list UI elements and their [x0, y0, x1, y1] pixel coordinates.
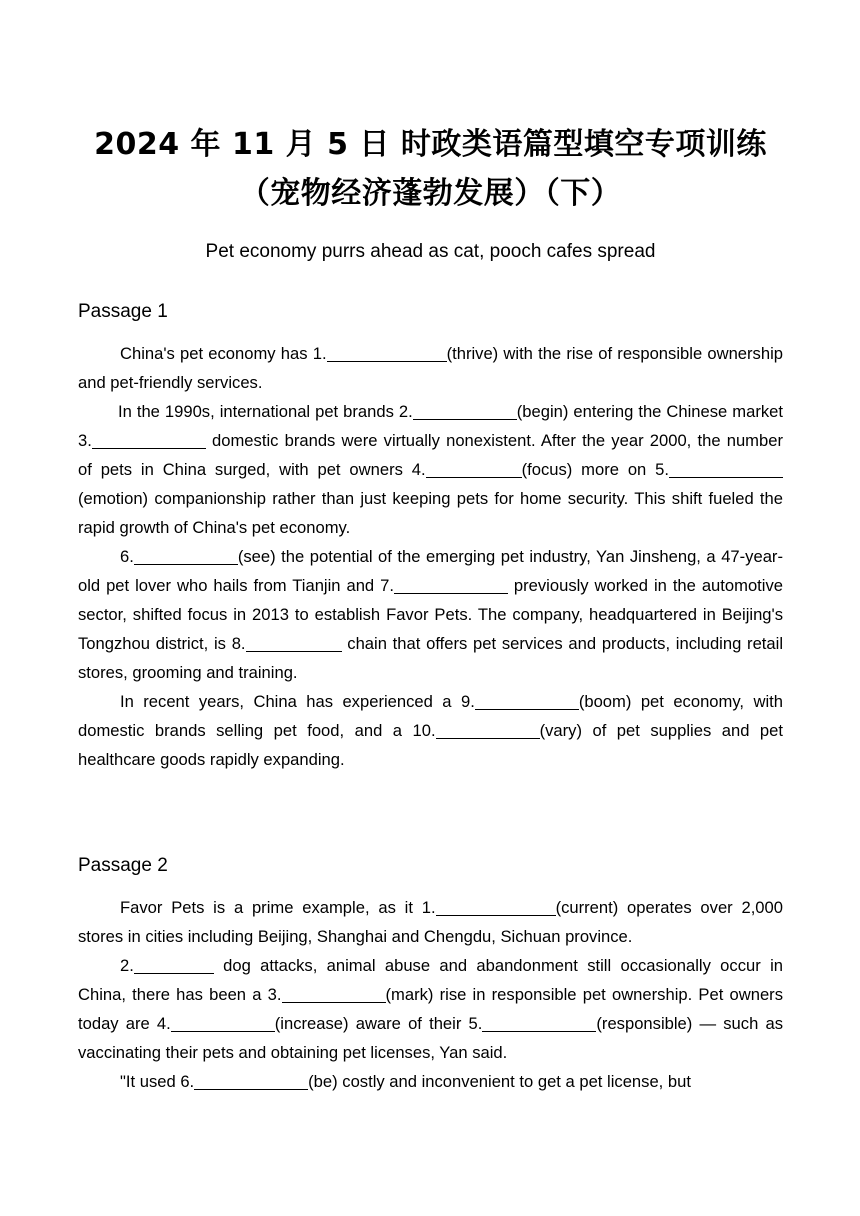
document-title: 2024 年 11 月 5 日 时政类语篇型填空专项训练（宠物经济蓬勃发展）（下）	[94, 127, 767, 211]
passage-1-paragraph-4	[78, 687, 783, 774]
text-segment: (increase) aware of their 5.	[274, 1014, 483, 1033]
answer-blank-5	[669, 460, 783, 478]
text-segment: chain that offers pet services and products, including retail stores, grooming and training.	[78, 634, 784, 682]
answer-blank-8	[246, 634, 342, 652]
passage-1-body	[78, 339, 783, 774]
answer-blank-6	[194, 1072, 308, 1090]
text-segment: 2.	[120, 956, 134, 975]
answer-blank-3	[92, 431, 206, 449]
text-segment: "It used 6.	[120, 1072, 195, 1091]
answer-blank-10	[436, 721, 540, 739]
text-segment: In the 1990s, international pet brands 2.	[118, 402, 413, 421]
text-segment: (see) the potential of the emerging pet industry, Yan Jinsheng, a 47-year-old pet lover who hails from Tianjin and 7.	[78, 547, 783, 595]
text-segment: (focus) more on 5.	[521, 460, 669, 479]
text-segment: In recent years, China has experienced a 9.	[120, 692, 475, 711]
passage-2-paragraph-3	[78, 1067, 783, 1096]
answer-blank-1	[436, 898, 556, 916]
passage-1-paragraph-2	[78, 397, 783, 542]
text-segment: 6.	[120, 547, 134, 566]
text-segment: dog attacks, animal abuse and abandonment still occasionally occur in China, there has been a 3.	[78, 956, 783, 1004]
text-segment: (vary) of pet supplies and pet healthcare goods rapidly expanding.	[78, 721, 783, 769]
text-segment: (be) costly and inconvenient to get a pet license, but	[308, 1072, 691, 1091]
text-segment: domestic brands were virtually nonexistent. After the year 2000, the number of pets in China surged, with pet owners 4.	[78, 431, 783, 479]
answer-blank-2	[134, 956, 214, 974]
text-segment: (emotion) companionship rather than just keeping pets for home security. This shift fueled the rapid growth of China's pet economy.	[78, 489, 783, 537]
passage-1-paragraph-1	[78, 339, 783, 397]
answer-blank-4	[426, 460, 522, 478]
text-segment: (begin) entering the Chinese market 3.	[78, 402, 783, 450]
text-segment: (thrive) with the rise of responsible ownership and pet-friendly services.	[78, 344, 783, 392]
answer-blank-3	[282, 985, 386, 1003]
answer-blank-2	[413, 402, 517, 420]
answer-blank-1	[327, 344, 447, 362]
answer-blank-7	[394, 576, 508, 594]
document-subtitle: Pet economy purrs ahead as cat, pooch cafes spread	[205, 241, 656, 262]
passage-2-body	[78, 893, 783, 1096]
answer-blank-5	[482, 1014, 596, 1032]
passage-1-heading: Passage 1	[78, 301, 168, 322]
answer-blank-9	[475, 692, 579, 710]
passage-2-heading: Passage 2	[78, 855, 168, 876]
answer-blank-6	[134, 547, 238, 565]
answer-blank-4	[171, 1014, 275, 1032]
text-segment: (current) operates over 2,000 stores in cities including Beijing, Shanghai and Chengdu, Sichuan province.	[78, 898, 783, 946]
text-segment: (mark) rise in responsible pet ownership. Pet owners today are 4.	[78, 985, 784, 1033]
passage-1-paragraph-3	[78, 542, 783, 687]
passage-2-paragraph-2	[78, 951, 783, 1067]
text-segment: (responsible) — such as vaccinating their pets and obtaining pet licenses, Yan said.	[78, 1014, 783, 1062]
text-segment: China's pet economy has 1.	[120, 344, 327, 363]
text-segment: (boom) pet economy, with domestic brands selling pet food, and a 10.	[78, 692, 783, 740]
passage-2-paragraph-1	[78, 893, 783, 951]
text-segment: previously worked in the automotive sector, shifted focus in 2013 to establish Favor Pets. The company, headquartered in Beijing's Tongzhou district, is 8.	[78, 576, 784, 653]
text-segment: Favor Pets is a prime example, as it 1.	[120, 898, 436, 917]
